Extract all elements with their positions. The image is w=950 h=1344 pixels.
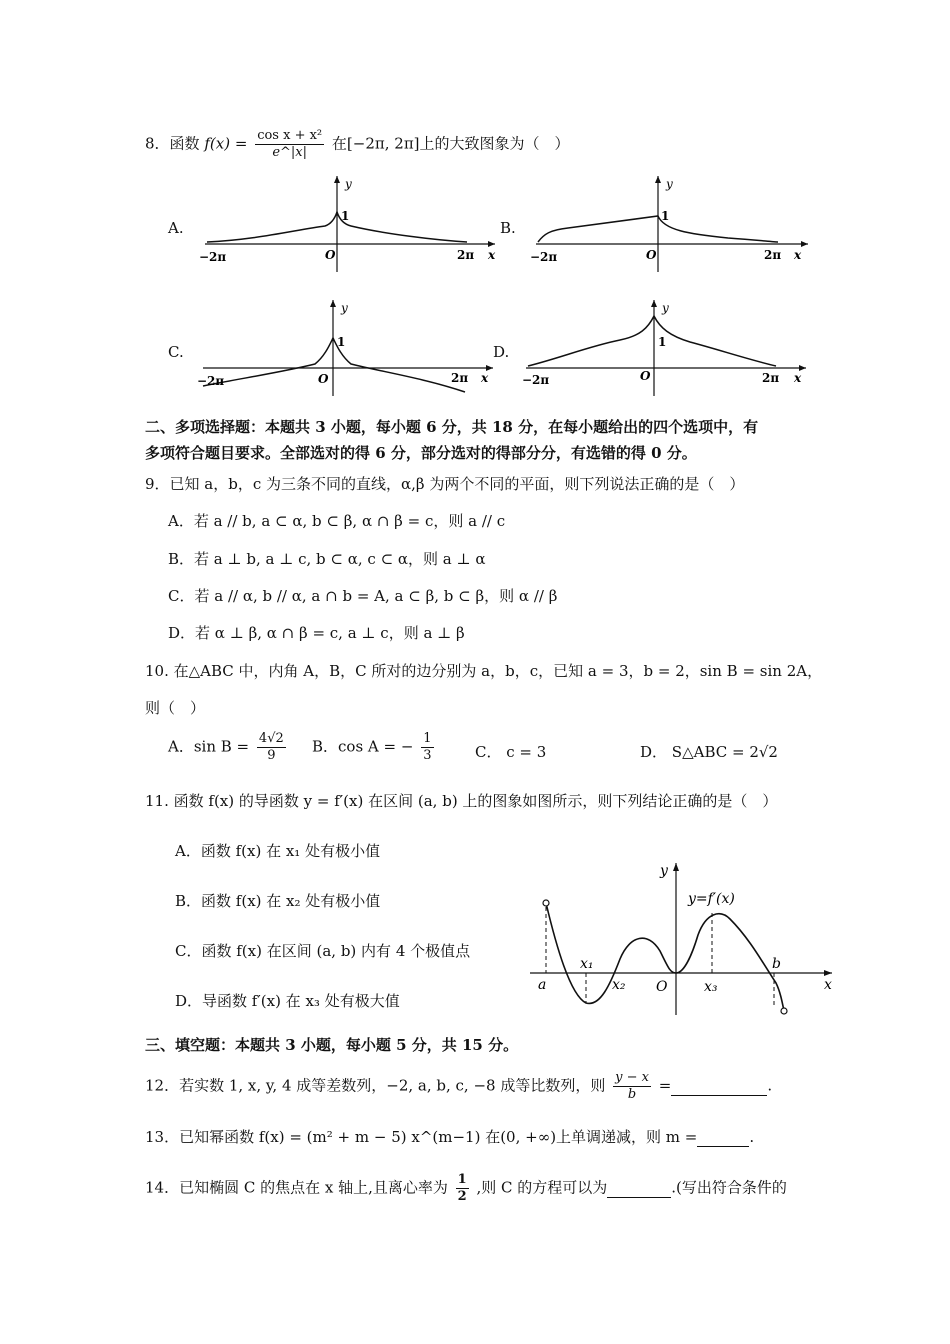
q8-a-x: x: [488, 248, 496, 262]
q11-graph-y: y: [660, 863, 668, 879]
q10-option-a[interactable]: A．sin B = $\frac{4√2}{9}$: [168, 731, 284, 763]
q8-d-neg: −2π: [522, 373, 550, 387]
q8-a-neg: −2π: [199, 250, 227, 264]
q11-stem: 11. 函数 f(x) 的导函数 y = f′(x) 在区间 (a, b) 上的图象如图所示，则下列结论正确的是（ ）: [145, 792, 778, 810]
q10-option-b[interactable]: B．cos A = − $\frac{1}{3}$: [312, 731, 432, 763]
q9-option-a[interactable]: A．若 a // b, a ⊂ α, b ⊂ β, α ∩ β = c，则 a // c: [168, 512, 506, 530]
q8-a-y: y: [345, 177, 352, 191]
q11-graph-x2: x₂: [612, 977, 626, 993]
q11-graph-b: b: [772, 956, 781, 972]
q11-graph-curve-label: y=f′(x): [688, 891, 735, 907]
q10-option-d[interactable]: D． S△ABC = 2√2: [640, 743, 778, 761]
q9-option-b[interactable]: B．若 a ⊥ b, a ⊥ c, b ⊂ α, c ⊂ α，则 a ⊥ α: [168, 550, 486, 568]
q8-a-pos: 2π: [457, 248, 475, 262]
q14: 14．已知椭圆 C 的焦点在 x 轴上,且离心率为 $\frac{1}{2}$ ,则 C 的方程可以为 .(写出符合条件的: [145, 1172, 787, 1204]
q8-c-origin: O: [318, 372, 329, 386]
q11-option-b[interactable]: B．函数 f(x) 在 x₂ 处有极小值: [175, 892, 381, 910]
q8-graph-a[interactable]: [195, 172, 505, 272]
q13: 13．已知幂函数 f(x) = (m² + m − 5) x^(m−1) 在(0, +∞)上单调递减，则 m = .: [145, 1128, 755, 1146]
q8-c-pos: 2π: [451, 371, 469, 385]
q11-derivative-graph: [520, 855, 840, 1025]
q8-c-one: 1: [337, 335, 346, 349]
q12-answer-blank[interactable]: [671, 1077, 767, 1096]
q8-c-y: y: [341, 301, 348, 315]
q8-a-one: 1: [341, 209, 350, 223]
q8-c-x: x: [481, 371, 489, 385]
q11-graph-origin: O: [656, 979, 668, 995]
q8-d-pos: 2π: [762, 371, 780, 385]
q8-b-pos: 2π: [764, 248, 782, 262]
section2-line2: 多项符合题目要求。全部选对的得 6 分，部分选对的得部分分，有选错的得 0 分。: [145, 444, 697, 462]
q8-graph-b[interactable]: [528, 172, 818, 272]
q11-graph-x1: x₁: [580, 956, 594, 972]
q8-b-neg: −2π: [530, 250, 558, 264]
q11-graph-x3: x₃: [704, 979, 718, 995]
q8-option-c-label[interactable]: C.: [168, 343, 184, 361]
q9-option-d[interactable]: D．若 α ⊥ β, α ∩ β = c, a ⊥ c，则 a ⊥ β: [168, 624, 465, 642]
q11-option-a[interactable]: A．函数 f(x) 在 x₁ 处有极小值: [175, 842, 381, 860]
q11-graph-x: x: [824, 977, 832, 993]
q8-c-neg: −2π: [197, 374, 225, 388]
q8-d-one: 1: [658, 335, 667, 349]
q8-option-b-label[interactable]: B.: [500, 219, 516, 237]
q8-b-y: y: [666, 177, 673, 191]
q10-stem: 10. 在△ABC 中，内角 A，B，C 所对的边分别为 a，b，c，已知 a = 3，b = 2，sin B = sin 2A，: [145, 662, 823, 680]
q10-stem2: 则（ ）: [145, 699, 206, 717]
q14-answer-blank[interactable]: [607, 1179, 671, 1198]
q11-option-d[interactable]: D．导函数 f′(x) 在 x₃ 处有极大值: [175, 992, 400, 1010]
q9-stem: 9．已知 a，b，c 为三条不同的直线，α,β 为两个不同的平面，则下列说法正确的是（ ）: [145, 475, 745, 493]
q8-option-d-label[interactable]: D.: [493, 343, 510, 361]
q8-graph-c[interactable]: [193, 296, 503, 396]
q8-b-one: 1: [661, 209, 670, 223]
q8-d-x: x: [794, 371, 802, 385]
q8-a-origin: O: [325, 248, 336, 262]
q8-b-x: x: [794, 248, 802, 262]
q8-d-origin: O: [640, 369, 651, 383]
q11-graph-a: a: [538, 977, 547, 993]
section3-title: 三、填空题：本题共 3 小题，每小题 5 分，共 15 分。: [145, 1036, 519, 1054]
q8-option-a-label[interactable]: A.: [168, 219, 184, 237]
q8-d-y: y: [662, 301, 669, 315]
q10-option-c[interactable]: C． c = 3: [475, 743, 547, 761]
section2-line1: 二、多项选择题：本题共 3 小题，每小题 6 分，共 18 分，在每小题给出的四个选项中，有: [145, 418, 759, 436]
q8-fraction: $\frac{\text{cos x + x²}}{e\^{}|x|}$: [257, 128, 323, 160]
q8-stem: 8．函数 f(x) = $\frac{\text{cos x + x²}}{e\^{}|x|}$ 在[−2π, 2π]上的大致图象为（ ）: [145, 128, 570, 160]
q11-option-c[interactable]: C．函数 f(x) 在区间 (a, b) 内有 4 个极值点: [175, 942, 471, 960]
q8-b-origin: O: [646, 248, 657, 262]
q9-option-c[interactable]: C．若 a // α, b // α, a ∩ b = A, a ⊂ β, b ⊂ β，则 α // β: [168, 587, 558, 605]
q12: 12．若实数 1, x, y, 4 成等差数列，−2, a, b, c, −8 成等比数列，则 $\frac{y - x}{b}$ = .: [145, 1070, 773, 1102]
q8-graph-d[interactable]: [520, 296, 815, 396]
q13-answer-blank[interactable]: [697, 1128, 749, 1147]
